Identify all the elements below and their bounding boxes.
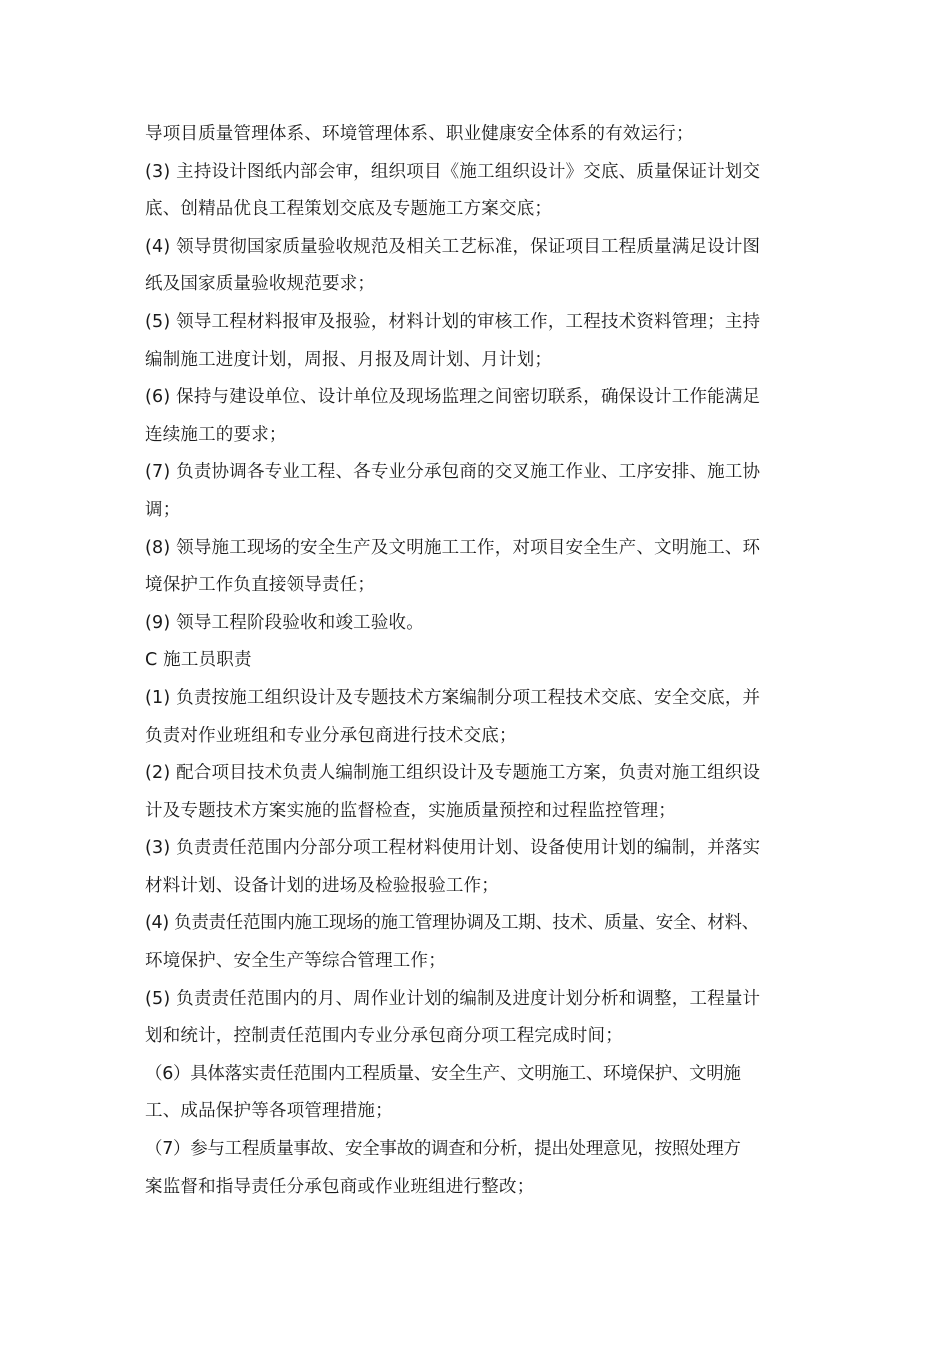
text-line: 案监督和指导责任分承包商或作业班组进行整改；: [145, 1176, 535, 1197]
text-line: （7）参与工程质量事故、安全事故的调查和分析，提出处理意见，按照处理方: [145, 1139, 741, 1160]
text-line: (4) 负责责任范围内施工现场的施工管理协调及工期、技术、质量、安全、材料、: [145, 913, 759, 934]
text-line: (5) 领导工程材料报审及报验，材料计划的审核工作，工程技术资料管理；主持: [145, 311, 761, 332]
text-line: (3) 主持设计图纸内部会审，组织项目《施工组织设计》交底、质量保证计划交: [145, 161, 761, 182]
text-line: 境保护工作负直接领导责任；: [145, 575, 376, 596]
section-heading: C 施工员职责: [145, 650, 252, 671]
text-line: 负责对作业班组和专业分承包商进行技术交底；: [145, 725, 517, 746]
text-line: 划和统计，控制责任范围内专业分承包商分项工程完成时间；: [145, 1026, 623, 1047]
text-line: 材料计划、设备计划的进场及检验报验工作；: [145, 875, 499, 896]
text-line: (6) 保持与建设单位、设计单位及现场监理之间密切联系，确保设计工作能满足: [145, 387, 761, 408]
text-line: 导项目质量管理体系、环境管理体系、职业健康安全体系的有效运行；: [145, 124, 694, 144]
text-line: （6）具体落实责任范围内工程质量、安全生产、文明施工、环境保护、文明施: [145, 1063, 741, 1084]
text-line: 计及专题技术方案实施的监督检查，实施质量预控和过程监控管理；: [145, 800, 676, 821]
text-line: 连续施工的要求；: [145, 424, 287, 445]
text-line: (3) 负责责任范围内分部分项工程材料使用计划、设备使用计划的编制，并落实: [145, 838, 761, 859]
text-line: (5) 负责责任范围内的月、周作业计划的编制及进度计划分析和调整，工程量计: [145, 988, 761, 1009]
text-line: 底、创精品优良工程策划交底及专题施工方案交底；: [145, 199, 553, 220]
text-line: (8) 领导施工现场的安全生产及文明施工工作，对项目安全生产、文明施工、环: [145, 537, 761, 558]
text-line: 环境保护、安全生产等综合管理工作；: [145, 951, 446, 972]
text-line: 编制施工进度计划，周报、月报及周计划、月计划；: [145, 349, 553, 370]
text-line: 纸及国家质量验收规范要求；: [145, 274, 376, 295]
text-line: (2) 配合项目技术负责人编制施工组织设计及专题施工方案，负责对施工组织设: [145, 763, 761, 784]
text-line: (9) 领导工程阶段验收和竣工验收。: [145, 612, 424, 633]
text-line: (1) 负责按施工组织设计及专题技术方案编制分项工程技术交底、安全交底，并: [145, 687, 761, 708]
text-line: 工、成品保护等各项管理措施；: [145, 1101, 393, 1122]
document-page: [145, 116, 775, 1206]
text-line: 调；: [145, 499, 181, 520]
text-line: (7) 负责协调各专业工程、各专业分承包商的交叉施工作业、工序安排、施工协: [145, 462, 761, 483]
text-line: (4) 领导贯彻国家质量验收规范及相关工艺标准，保证项目工程质量满足设计图: [145, 236, 761, 257]
